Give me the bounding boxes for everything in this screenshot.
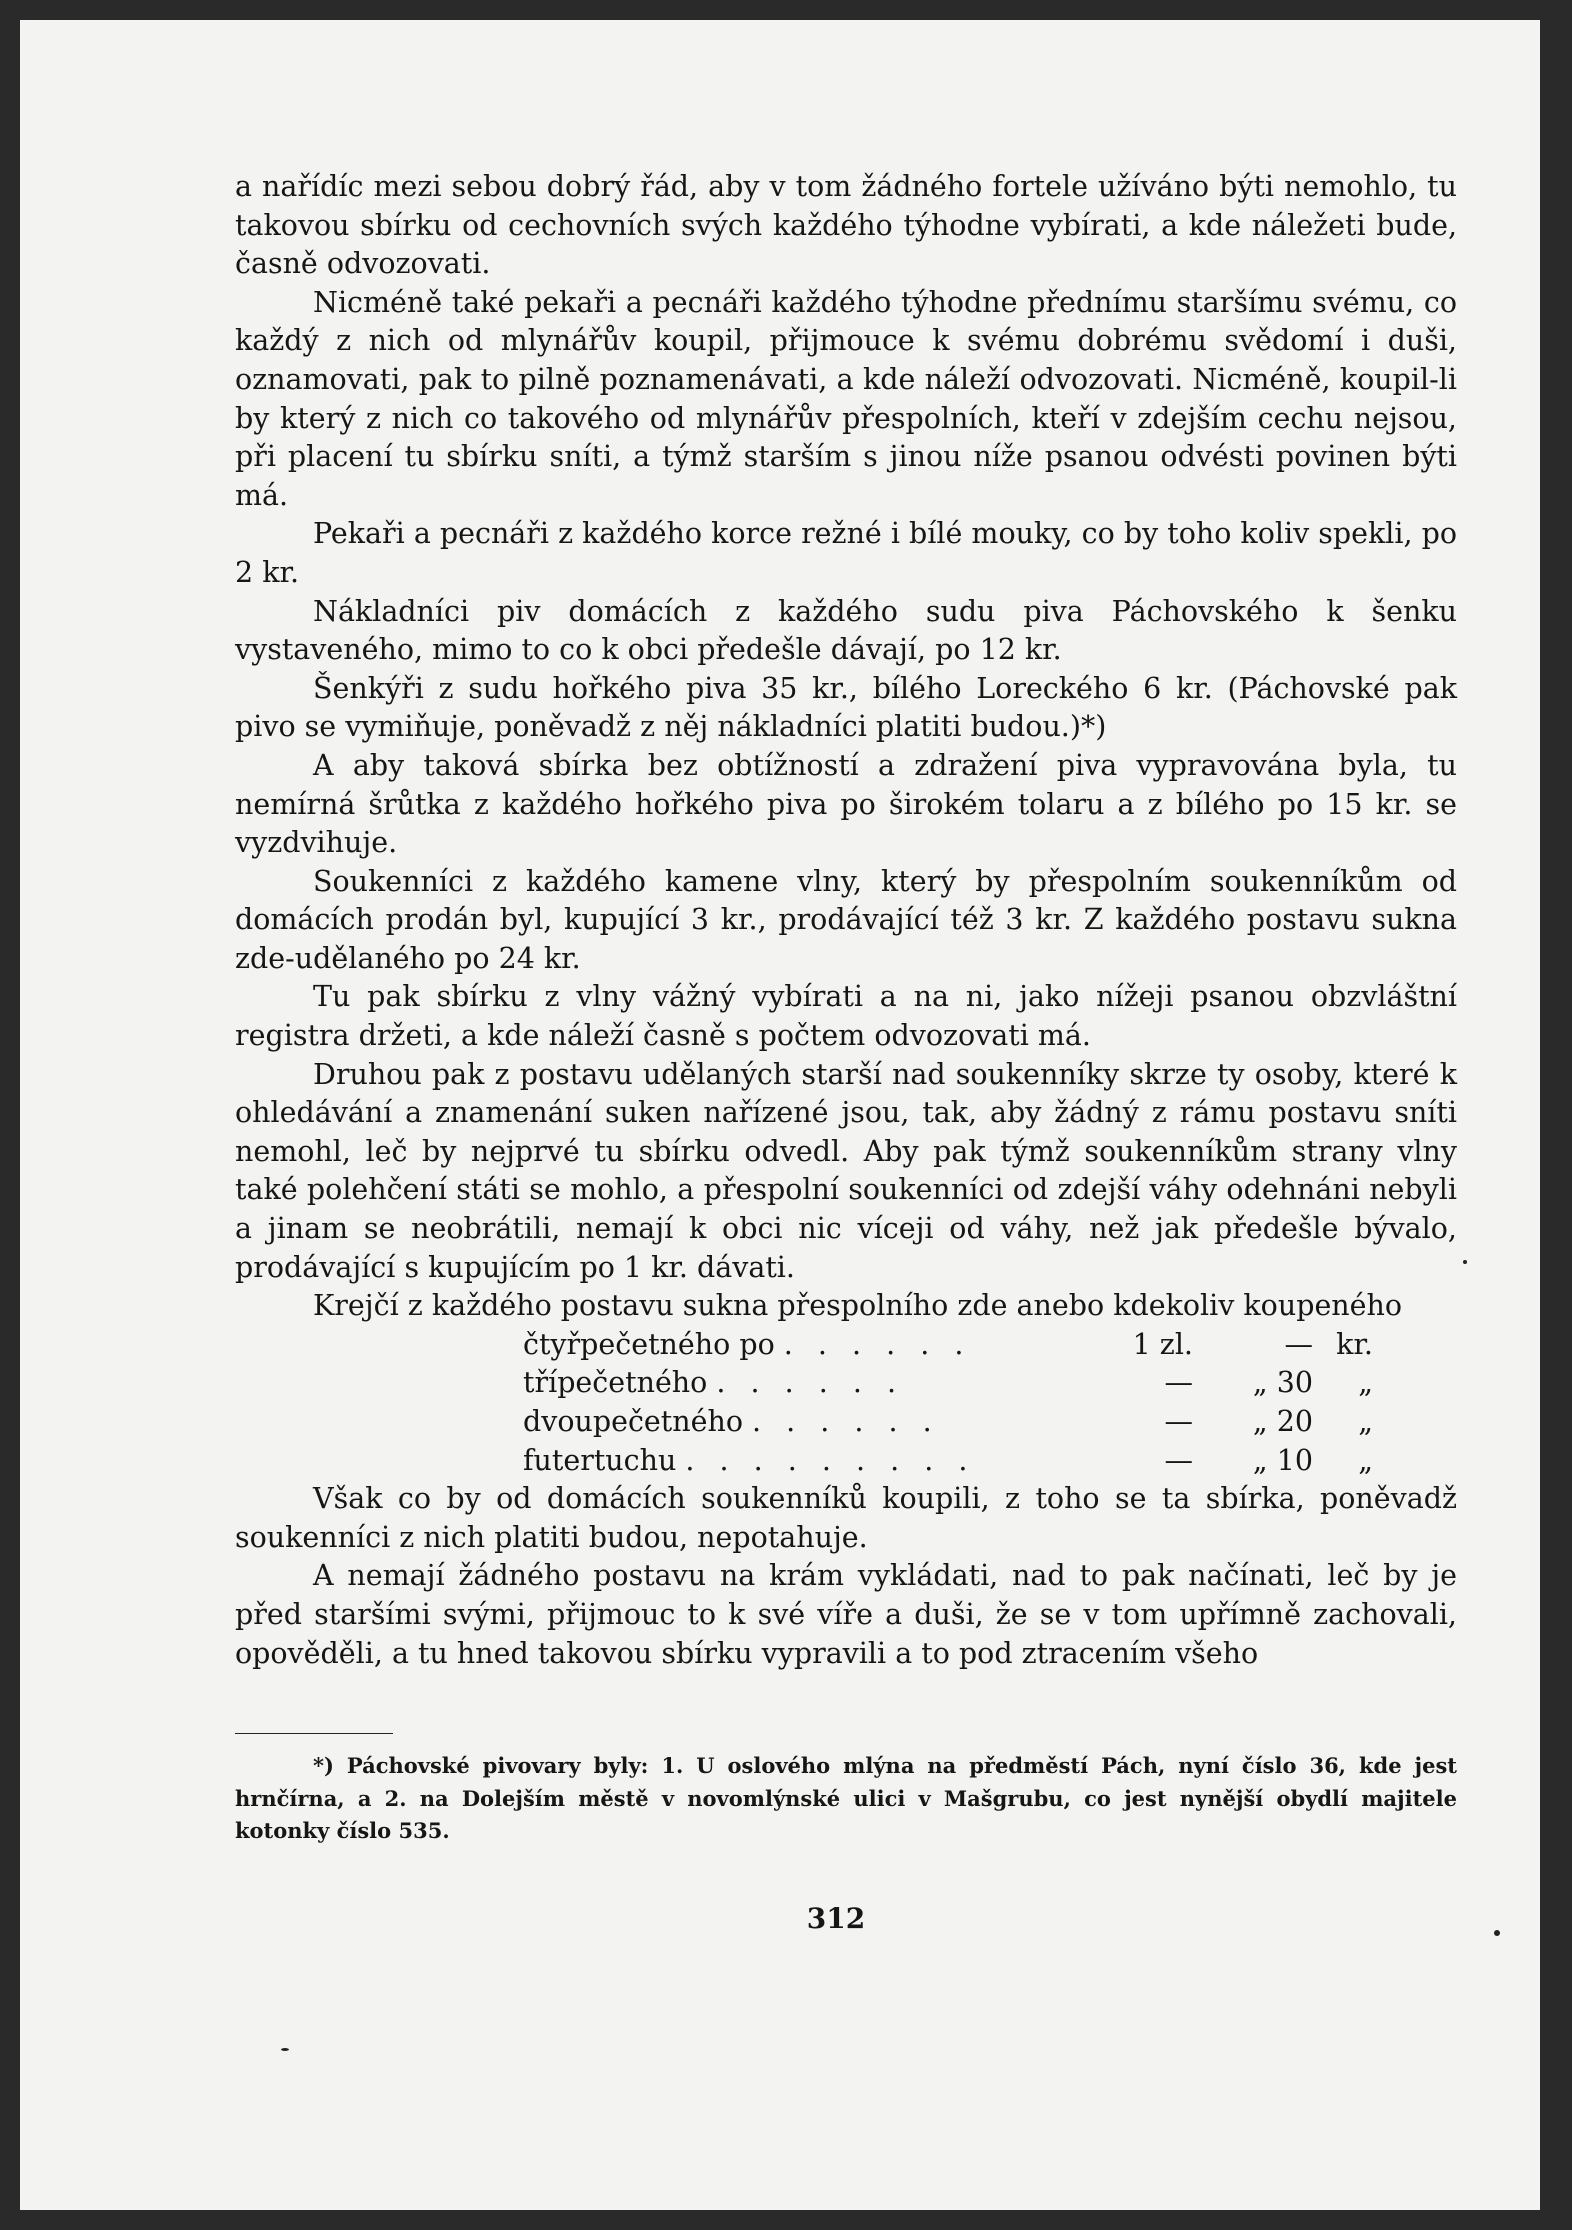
tariff-zl: — <box>1164 1366 1193 1400</box>
tariff-dots: . . . . . . <box>783 1327 972 1361</box>
paragraph-10: Krejčí z každého postavu sukna přespolního zde anebo kdekoliv koupeného <box>313 1289 1403 1323</box>
tariff-kr: „ <box>1358 1405 1373 1438</box>
tariff-dots: . . . . . . <box>716 1366 905 1400</box>
paragraph-8: Tu pak sbírku z vlny vážný vybírati a na ni, jako nížeji psanou obzvláštní registra držeti, a kde náleží časně s počtem odvozovati má. <box>235 980 1457 1053</box>
ink-speck <box>281 2048 289 2051</box>
tariff-label: futertuchu <box>523 1443 677 1477</box>
paragraph-9: Druhou pak z postavu udělaných starší nad soukenníky skrze ty osoby, které k ohledávání a znamenání suken nařízené jsou, tak, aby žádný z rámu postavu sníti nemohl, leč by nejprvé tu sbírku odvedl. Aby pak týmž soukenníkům strany vlny také polehčení státi se mohlo, a přespolní soukenníci od zdejší váhy odehnáni nebyli a jinam se neobrátili, nemají k obci nic víceji od váhy, než jak předešle bývalo, prodávající s kupujícím po 1 kr. dávati. <box>235 1057 1457 1284</box>
tariff-dots: . . . . . . <box>752 1405 940 1438</box>
tariff-dash: „ 20 <box>1252 1405 1313 1438</box>
paragraph-7: Soukenníci z každého kamene vlny, který by přespolním soukenníkům od domácích prodán byl, kupující 3 kr., prodávající též 3 kr. Z každého postavu sukna zde-udělaného po 24 kr. <box>235 864 1457 975</box>
footnote-rule <box>235 1733 393 1734</box>
tariff-zl: — <box>1164 1443 1193 1477</box>
tariff-dots: . . . . . . . . . <box>685 1443 976 1477</box>
main-text <box>235 168 1457 1673</box>
tariff-kr: „ <box>1358 1443 1373 1477</box>
tariff-row <box>235 1364 1457 1403</box>
tariff-dash: „ 30 <box>1252 1366 1313 1400</box>
book-page <box>20 20 1540 2210</box>
tariff-dash: „ 10 <box>1252 1443 1313 1477</box>
ink-speck <box>1494 1930 1500 1936</box>
tariff-label: dvoupečetného <box>523 1405 743 1438</box>
tariff-dash: — <box>1284 1327 1313 1361</box>
tariff-kr: „ <box>1358 1366 1373 1400</box>
paragraph-1: a nařídíc mezi sebou dobrý řád, aby v tom žádného fortele užíváno býti nemohlo, tu takovou sbírku od cechovních svých každého týhodne vybírati, a kde náležeti bude, časně odvozovati. <box>235 170 1457 281</box>
paragraph-6: A aby taková sbírka bez obtížností a zdražení piva vypravována byla, tu nemírná šrůtka z každého hořkého piva po širokém tolaru a z bílého po 15 kr. se vyzdvihuje. <box>235 748 1457 860</box>
tariff-label: čtyřpečetného po <box>523 1327 775 1361</box>
tariff-kr: kr. <box>1336 1327 1373 1361</box>
paragraph-11: Však co by od domácích soukenníků koupili, z toho se ta sbírka, poněvadž soukenníci z nich platiti budou, nepotahuje. <box>235 1482 1457 1554</box>
tariff-row <box>235 1403 1457 1442</box>
footnote <box>235 1750 1457 1848</box>
tariff-row <box>235 1326 1457 1365</box>
tariff-zl: 1 zl. <box>1132 1327 1193 1361</box>
paragraph-12: A nemají žádného postavu na krám vykládati, nad to pak načínati, leč by je před staršími svými, přijmouc to k své víře a duši, že se v tom upřímně zachovali, opověděli, a tu hned takovou sbírku vypravili a to pod ztracením všeho <box>235 1559 1457 1670</box>
ink-speck <box>1463 1260 1467 1264</box>
tariff-label: třípečetného <box>523 1366 708 1400</box>
paragraph-5: Šenkýři z sudu hořkého piva 35 kr., bílého Loreckého 6 kr. (Páchovské pak pivo se vymiňuje, poněvadž z něj nákladníci platiti budou.)*) <box>235 671 1457 744</box>
paragraph-4: Nákladníci piv domácích z každého sudu piva Páchovského k šenku vystaveného, mimo to co k obci předešle dávají, po 12 kr. <box>235 594 1457 667</box>
tariff-table <box>235 1326 1457 1480</box>
paragraph-2: Nicméně také pekaři a pecnáři každého týhodne přednímu staršímu svému, co každý z nich od mlynářův koupil, přijmouce k svému dobrému svědomí i duši, oznamovati, pak to pilně poznamenávati, a kde náleží odvozovati. Nicméně, koupil-li by který z nich co takového od mlynářův přespolních, kteří v zdejším cechu nejsou, při placení tu sbírku sníti, a týmž starším s jinou níže psanou odvésti povinen býti má. <box>235 285 1457 512</box>
page-number: 312 <box>806 1902 866 1935</box>
tariff-row <box>235 1442 1457 1481</box>
paragraph-3: Pekaři a pecnáři z každého korce režné i bílé mouky, co by toho koliv spekli, po 2 kr. <box>235 517 1458 589</box>
footnote-text: *) Páchovské pivovary byly: 1. U oslového mlýna na předměstí Pách, nyní číslo 36, kde jest hrnčírna, a 2. na Dolejším městě v novomlýnské ulici v Mašgrubu, co jest nynější obydlí majitele kotonky číslo 535. <box>235 1753 1457 1843</box>
tariff-zl: — <box>1164 1405 1193 1438</box>
